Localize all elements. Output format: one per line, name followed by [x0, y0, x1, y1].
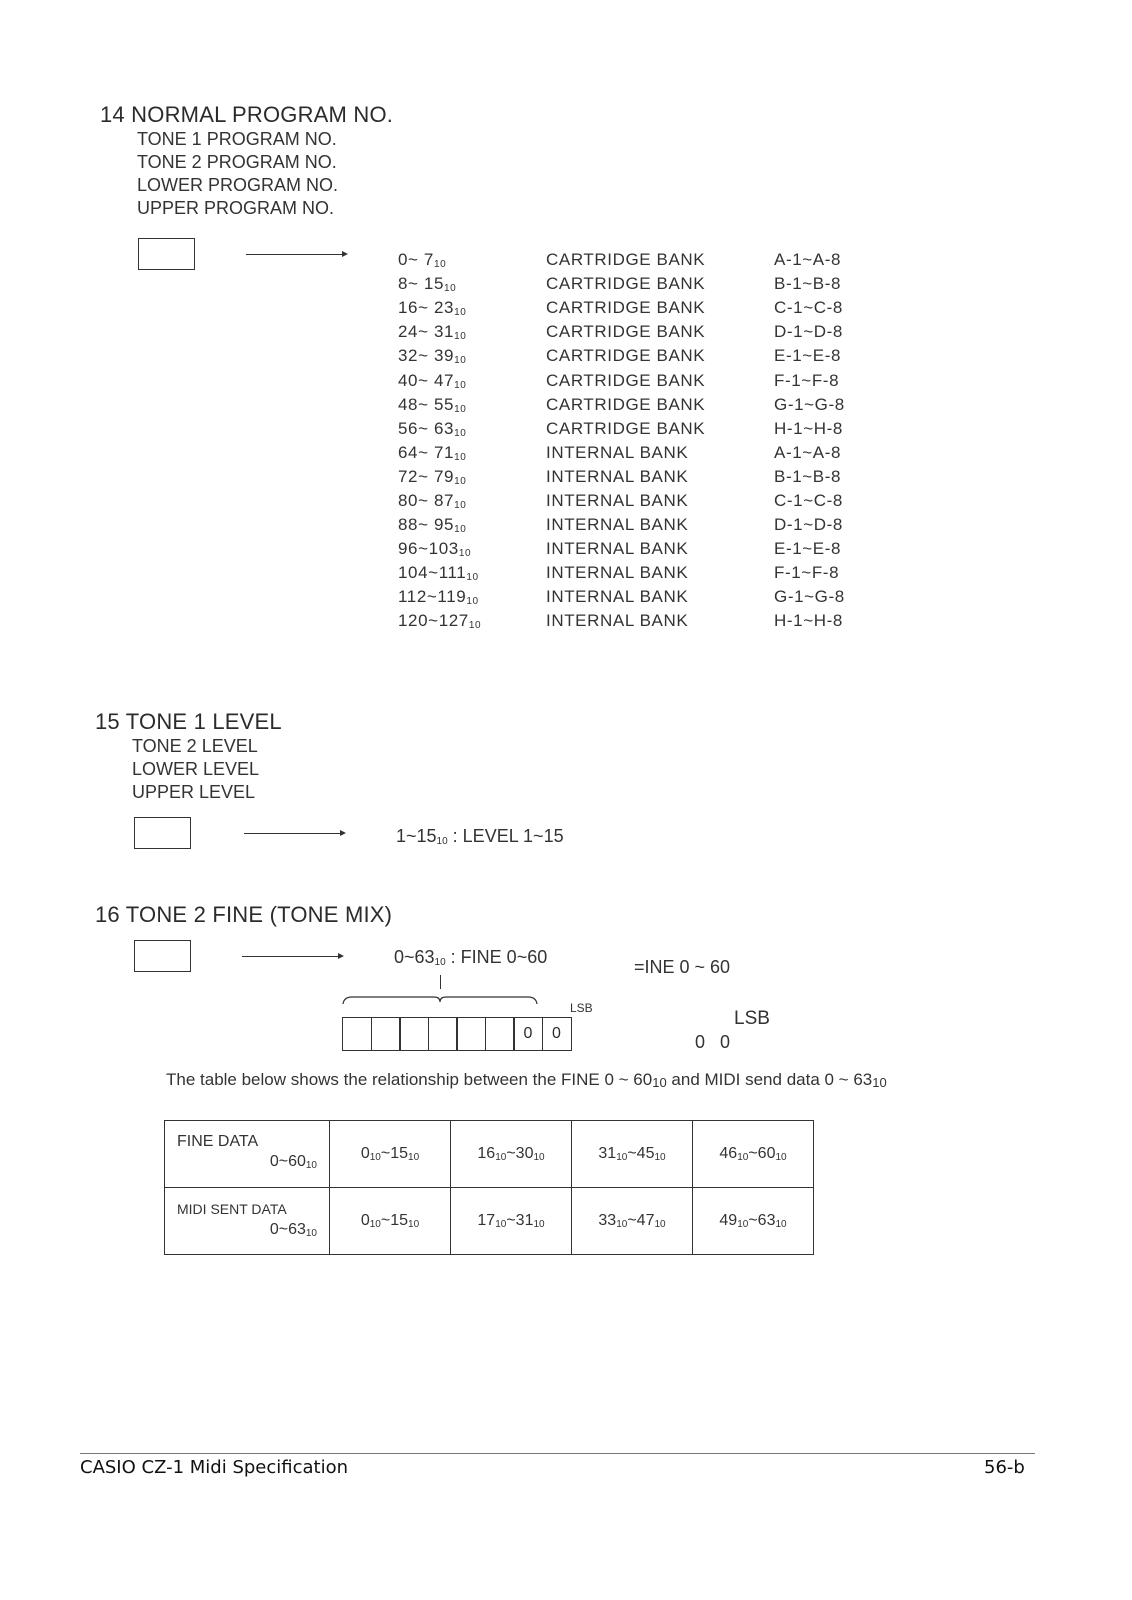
- program-map-row: [398, 368, 874, 392]
- midi-cell: $33_{10}\sim 47_{10}$: [572, 1188, 693, 1255]
- program-bank: CARTRIDGE BANK: [546, 346, 706, 366]
- bit-register: [342, 1017, 572, 1051]
- program-bank: CARTRIDGE BANK: [546, 274, 706, 294]
- arrow-14: [246, 254, 346, 255]
- program-keys: F-1~F-8: [774, 563, 840, 583]
- program-keys: F-1~F-8: [774, 370, 840, 390]
- program-map-row: [398, 393, 874, 417]
- program-bank: INTERNAL BANK: [546, 539, 689, 559]
- program-map-row: [398, 296, 874, 320]
- program-map-row: [398, 417, 874, 441]
- bit-cell: [485, 1017, 515, 1051]
- program-range: 16~ $23_{10}$: [398, 298, 467, 319]
- program-keys: D-1~D-8: [774, 322, 843, 342]
- program-range: 24~ $31_{10}$: [398, 322, 467, 343]
- fine-note: =INE 0 ~ 60: [634, 957, 731, 977]
- fine-cell: $31_{10}\sim 45_{10}$: [572, 1121, 693, 1188]
- program-map-row: [398, 513, 874, 537]
- program-range: 80~ $87_{10}$: [398, 490, 467, 511]
- program-map-row: [398, 489, 874, 513]
- section-14-heading: 14 NORMAL PROGRAM NO.: [100, 102, 394, 127]
- fine-midi-table: [164, 1120, 814, 1255]
- line-upper-level: UPPER LEVEL: [132, 782, 256, 802]
- program-bank: INTERNAL BANK: [546, 442, 689, 462]
- program-bank: INTERNAL BANK: [546, 611, 689, 631]
- program-keys: E-1~E-8: [774, 539, 842, 559]
- program-map-row: [398, 344, 874, 368]
- bit-brace: [342, 995, 538, 1007]
- program-range: 72~ $79_{10}$: [398, 466, 467, 487]
- program-range: 48~ $55_{10}$: [398, 394, 467, 415]
- fine-range: $0\sim 63_{10}$ : FINE 0~60: [394, 947, 548, 968]
- program-range: 56~ $63_{10}$: [398, 418, 467, 439]
- bit-cell: [428, 1017, 458, 1051]
- program-range: $104\sim 111_{10}$: [398, 563, 479, 584]
- program-map-row: [398, 537, 874, 561]
- program-keys: A-1~A-8: [774, 442, 842, 462]
- program-keys: B-1~B-8: [774, 274, 842, 294]
- lsb-small-label: LSB: [570, 1001, 593, 1015]
- lsb-zeros: 0 0: [695, 1032, 731, 1052]
- program-bank: INTERNAL BANK: [546, 563, 689, 583]
- program-map-row: [398, 441, 874, 465]
- fine-cell: $16_{10}\sim 30_{10}$: [451, 1121, 572, 1188]
- lsb-label: LSB: [734, 1008, 770, 1029]
- line-tone2-program: TONE 2 PROGRAM NO.: [137, 152, 337, 172]
- bit-cell: [399, 1017, 429, 1051]
- line-tone2-level: TONE 2 LEVEL: [132, 736, 258, 756]
- footer-page-number: 56-b: [984, 1457, 1025, 1478]
- footer-rule: [80, 1453, 1035, 1454]
- section-14-lines: [137, 128, 338, 220]
- program-keys: G-1~G-8: [774, 587, 845, 607]
- program-bank: CARTRIDGE BANK: [546, 370, 706, 390]
- arrow-15: [244, 833, 344, 834]
- midi-sent-data-header: MIDI SENT DATA $0\sim 63_{10}$: [165, 1188, 330, 1255]
- program-range: $112\sim 119_{10}$: [398, 587, 479, 608]
- fine-cell: $0_{10}\sim 15_{10}$: [330, 1121, 451, 1188]
- program-range: 40~ $47_{10}$: [398, 370, 467, 391]
- bit-cell: 0: [542, 1017, 572, 1051]
- fine-cell: $46_{10}\sim 60_{10}$: [693, 1121, 814, 1188]
- line-lower-level: LOWER LEVEL: [132, 759, 260, 779]
- pointer-tick: [440, 975, 441, 989]
- program-bank: INTERNAL BANK: [546, 466, 689, 486]
- fine-data-header: FINE DATA $0\sim 60_{10}$: [165, 1121, 330, 1188]
- table-row-fine: [165, 1121, 814, 1188]
- bit-cell: [342, 1017, 372, 1051]
- program-map-row: [398, 465, 874, 489]
- data-byte-box-14: [138, 238, 195, 270]
- program-bank: INTERNAL BANK: [546, 587, 689, 607]
- midi-cell: $0_{10}\sim 15_{10}$: [330, 1188, 451, 1255]
- program-range: 0~ $7_{10}$: [398, 250, 447, 271]
- program-keys: G-1~G-8: [774, 394, 845, 414]
- bit-cell: [456, 1017, 486, 1051]
- midi-cell: $17_{10}\sim 31_{10}$: [451, 1188, 572, 1255]
- program-keys: B-1~B-8: [774, 466, 842, 486]
- program-range: $96\sim 103_{10}$: [398, 539, 472, 560]
- section-15-lines: [132, 735, 259, 804]
- program-bank: CARTRIDGE BANK: [546, 418, 706, 438]
- program-keys: H-1~H-8: [774, 418, 843, 438]
- line-upper-program: UPPER PROGRAM NO.: [137, 198, 335, 218]
- level-range: $1\sim 15_{10}$ : LEVEL 1~15: [396, 826, 564, 847]
- program-keys: H-1~H-8: [774, 611, 843, 631]
- program-bank: CARTRIDGE BANK: [546, 322, 706, 342]
- program-bank: CARTRIDGE BANK: [546, 394, 706, 414]
- program-bank: INTERNAL BANK: [546, 515, 689, 535]
- data-byte-box-16: [134, 940, 191, 972]
- line-tone1-program: TONE 1 PROGRAM NO.: [137, 129, 337, 149]
- midi-cell: $49_{10}\sim 63_{10}$: [693, 1188, 814, 1255]
- bit-cell: 0: [513, 1017, 543, 1051]
- program-map-row: [398, 320, 874, 344]
- program-map-table: [398, 248, 874, 634]
- program-range: $120\sim 127_{10}$: [398, 611, 482, 632]
- program-range: 32~ $39_{10}$: [398, 346, 467, 367]
- table-row-midi: [165, 1188, 814, 1255]
- program-keys: A-1~A-8: [774, 250, 842, 270]
- program-bank: CARTRIDGE BANK: [546, 298, 706, 318]
- program-keys: D-1~D-8: [774, 515, 843, 535]
- program-map-row: [398, 585, 874, 609]
- footer-title: CASIO CZ-1 Midi Specification: [80, 1457, 349, 1478]
- line-lower-program: LOWER PROGRAM NO.: [137, 175, 339, 195]
- arrow-16: [242, 956, 342, 957]
- program-range: 88~ $95_{10}$: [398, 515, 467, 536]
- section-16-heading: 16 TONE 2 FINE (TONE MIX): [95, 902, 393, 927]
- relationship-note: The table below shows the relationship between the FINE 0 ~ $60_{10}$ and MIDI send data 0 ~ $63_{10}$: [166, 1070, 887, 1090]
- program-map-row: [398, 272, 874, 296]
- program-keys: C-1~C-8: [774, 490, 843, 510]
- program-range: 64~ $71_{10}$: [398, 442, 467, 463]
- program-bank: INTERNAL BANK: [546, 490, 689, 510]
- program-map-row: [398, 609, 874, 633]
- program-map-row: [398, 248, 874, 272]
- bit-cell: [371, 1017, 401, 1051]
- program-bank: CARTRIDGE BANK: [546, 250, 706, 270]
- program-keys: C-1~C-8: [774, 298, 843, 318]
- section-15-heading: 15 TONE 1 LEVEL: [95, 709, 282, 734]
- program-range: 8~ $15_{10}$: [398, 274, 457, 295]
- program-keys: E-1~E-8: [774, 346, 842, 366]
- data-byte-box-15: [134, 817, 191, 849]
- program-map-row: [398, 561, 874, 585]
